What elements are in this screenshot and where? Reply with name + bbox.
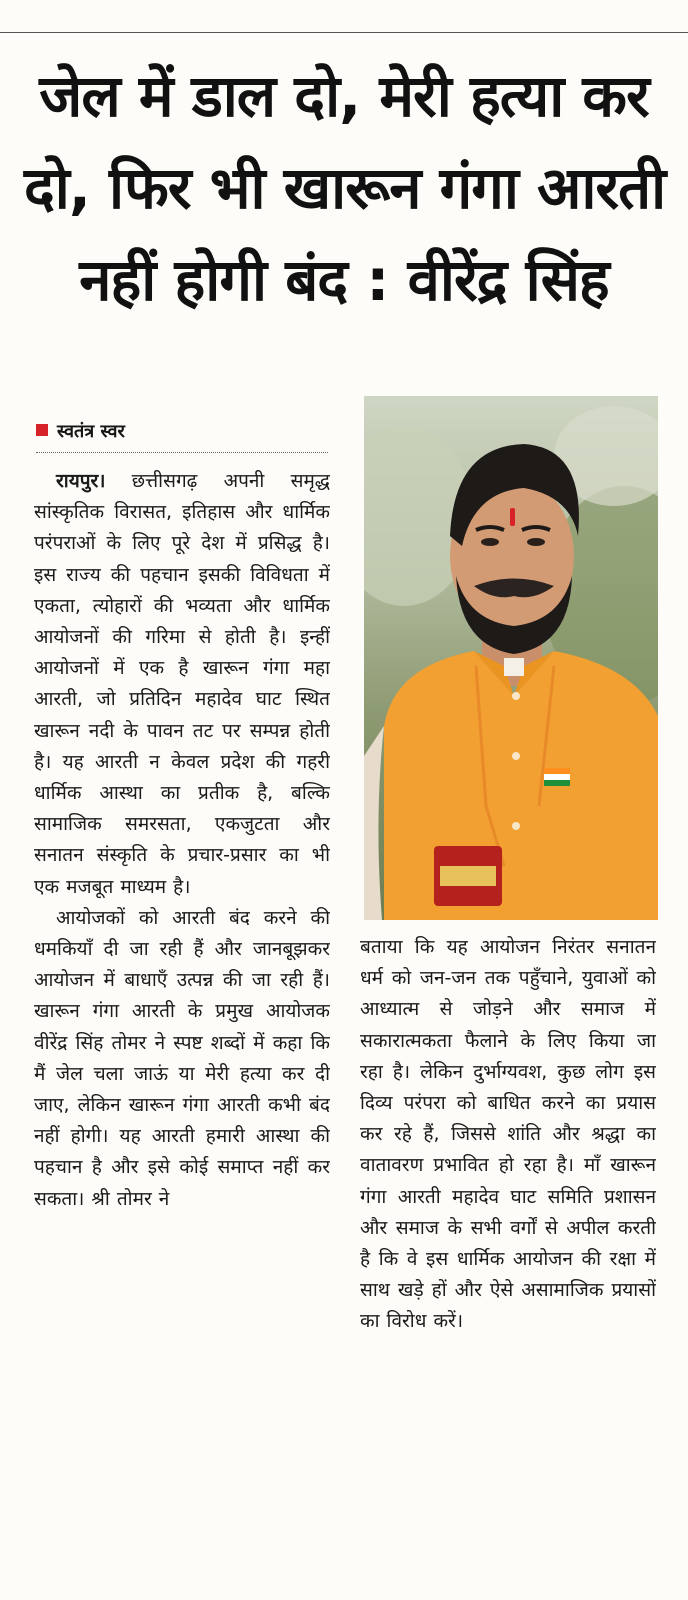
paragraph-1-text: छत्तीसगढ़ अपनी समृद्ध सांस्कृतिक विरासत, इतिहास और धार्मिक परंपराओं के लिए पूरे देश में प्रसिद्ध है। इस राज्य की पहचान इसकी विविधता में एकता, त्योहारों की भव्यता और धार्मिक आयोजनों की गरिमा से होती है। इन्हीं आयोजनों में एक है खारून गंगा महा आरती, जो प्रतिदिन महादेव घाट स्थित खारून नदी के पावन तट पर सम्पन्न होती है। यह आरती न केवल प्रदेश की गहरी धार्मिक आस्था का प्रतीक है, बल्कि सामाजिक समरसता, एकजुटता और सनातन संस्कृति के प्रचार-प्रसार का भी एक मजबूत माध्यम है। <box>34 470 330 898</box>
byline <box>36 420 328 444</box>
byline-text: स्वतंत्र स्वर <box>57 421 125 442</box>
article-paragraph-2: आयोजकों को आरती बंद करने की धमकियाँ दी जा रही हैं और जानबूझकर आयोजन में बाधाएँ उत्पन्न की जा रही हैं। खारून गंगा आरती के प्रमुख आयोजक वीरेंद्र सिंह तोमर ने स्पष्ट शब्दों में कहा कि मैं जेल चला जाऊं या मेरी हत्या कर दी जाए, लेकिन खारून गंगा आरती कभी बंद नहीं होगी। यह आरती हमारी आस्था की पहचान है और इसे कोई समाप्त नहीं कर सकता। श्री तोमर ने <box>34 906 330 1210</box>
article-paragraph-1 <box>34 466 330 903</box>
headline-line-1: जेल में डाल दो, मेरी हत्या कर <box>39 62 649 130</box>
headline <box>24 50 664 326</box>
article-paragraph-3: बताया कि यह आयोजन निरंतर सनातन धर्म को जन-जन तक पहुँचाने, युवाओं को आध्यात्म से जोड़ने और समाज में सकारात्मकता फैलाने के लिए किया जा रहा है। लेकिन दुर्भाग्यवश, कुछ लोग इस दिव्य परंपरा को बाधित करने का प्रयास कर रहे हैं, जिससे शांति और श्रद्धा का वातावरण प्रभावित हो रहा है। माँ खारून गंगा आरती महादेव घाट समिति प्रशासन और समाज के सभी वर्गों से अपील करती है कि वे इस धार्मिक आयोजन की रक्षा में साथ खड़े हों और ऐसे असामाजिक प्रयासों का विरोध करें। <box>360 936 656 1333</box>
bottom-strip <box>0 1590 688 1600</box>
headline-line-3: नहीं होगी बंद : वीरेंद्र सिंह <box>79 246 609 314</box>
portrait-illustration <box>364 396 658 920</box>
article-column-left <box>34 466 330 1578</box>
byline-marker-icon <box>36 424 48 436</box>
byline-divider <box>36 452 328 453</box>
headline-line-2: दो, फिर भी खारून गंगा आरती <box>24 154 666 222</box>
portrait-photo <box>364 396 658 920</box>
article-column-right <box>360 932 656 1572</box>
top-divider <box>0 32 688 33</box>
dateline: रायपुर। <box>56 470 106 492</box>
